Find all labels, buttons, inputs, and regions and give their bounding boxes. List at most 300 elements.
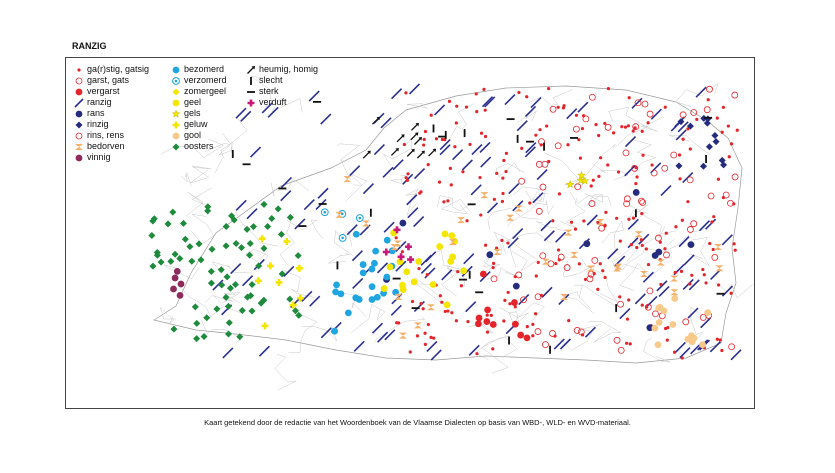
map-symbol-diamond xyxy=(706,143,713,150)
map-symbol-small-dot xyxy=(503,299,506,302)
map-symbol-small-dot xyxy=(680,270,683,273)
map-symbol-small-dot xyxy=(678,153,681,156)
map-symbol-hbar xyxy=(570,137,578,139)
map-symbol-vbar xyxy=(337,261,339,269)
map-symbol-open-circle xyxy=(723,192,729,198)
map-symbol-diamond xyxy=(244,226,251,233)
legend-label: geluw xyxy=(184,119,208,129)
map-symbol-small-dot xyxy=(664,106,667,109)
map-symbol-small-dot xyxy=(604,211,607,214)
map-symbol-diamond xyxy=(170,326,177,333)
map-symbol-small-dot xyxy=(558,192,561,195)
map-symbol-slash xyxy=(442,270,452,280)
map-symbol-plus xyxy=(407,256,414,263)
legend-symbol-plus-icon xyxy=(246,98,256,108)
map-symbol-bowtie xyxy=(362,221,370,227)
map-symbol-small-dot xyxy=(446,199,449,202)
legend-item-rans xyxy=(74,108,149,119)
map-symbol-small-dot xyxy=(438,180,441,183)
map-symbol-slash xyxy=(378,263,388,273)
map-symbol-plus xyxy=(405,243,412,250)
map-symbol-open-circle xyxy=(691,221,697,227)
map-symbol-small-dot xyxy=(562,106,565,109)
map-symbol-small-dot xyxy=(449,167,452,170)
legend-item-vergarst xyxy=(74,86,149,97)
map-symbol-small-dot xyxy=(597,175,600,178)
map-symbol-small-dot xyxy=(486,330,489,333)
map-symbol-small-dot xyxy=(534,312,537,315)
map-symbol-small-dot xyxy=(681,356,684,359)
map-symbol-big-dot xyxy=(486,251,493,258)
map-symbol-open-circle xyxy=(542,161,548,167)
map-symbol-target xyxy=(339,235,346,242)
map-symbol-small-dot xyxy=(733,242,736,245)
map-symbol-open-circle xyxy=(574,327,580,333)
map-symbol-small-dot xyxy=(448,100,451,103)
map-symbol-small-dot xyxy=(424,130,427,133)
map-symbol-slash xyxy=(223,348,233,358)
map-symbol-open-circle xyxy=(535,329,541,335)
map-symbol-diamond xyxy=(711,132,718,139)
map-symbol-small-dot xyxy=(663,247,666,250)
map-symbol-diamond xyxy=(287,214,294,221)
map-symbol-small-dot xyxy=(727,124,730,127)
map-symbol-small-dot xyxy=(624,126,627,129)
map-symbol-slash xyxy=(680,348,690,358)
map-symbol-arrow xyxy=(391,148,399,156)
map-symbol-small-dot xyxy=(581,127,584,130)
map-symbol-small-dot xyxy=(531,334,534,337)
map-symbol-diamond xyxy=(198,256,205,263)
legend-label: oosters xyxy=(184,141,214,151)
map-symbol-big-dot xyxy=(688,332,695,339)
map-symbol-small-dot xyxy=(590,184,593,187)
map-symbol-small-dot xyxy=(492,262,495,265)
map-symbol-bowtie xyxy=(480,192,488,198)
map-symbol-slash xyxy=(440,145,450,155)
map-symbol-small-dot xyxy=(634,182,637,185)
map-symbol-slash xyxy=(661,186,671,196)
map-symbol-small-dot xyxy=(423,332,426,335)
map-symbol-open-circle xyxy=(732,92,738,98)
map-symbol-big-dot xyxy=(490,321,497,328)
map-symbol-open-circle xyxy=(535,294,541,300)
map-symbol-slash xyxy=(391,305,401,315)
legend-item-gels xyxy=(171,108,227,119)
map-symbol-small-dot xyxy=(682,138,685,141)
map-symbol-open-circle xyxy=(707,86,713,92)
map-symbol-small-dot xyxy=(475,110,478,113)
map-symbol-small-dot xyxy=(708,242,711,245)
map-symbol-slash xyxy=(722,235,732,245)
map-symbol-open-circle xyxy=(647,288,653,294)
map-symbol-big-dot xyxy=(671,295,678,302)
legend-item-geel xyxy=(171,97,227,108)
map-symbol-small-dot xyxy=(495,172,498,175)
map-symbol-small-dot xyxy=(678,177,681,180)
map-symbol-small-dot xyxy=(440,301,443,304)
map-symbol-plus xyxy=(275,279,282,286)
legend-label: bedorven xyxy=(87,141,125,151)
map-symbol-open-circle xyxy=(642,101,648,107)
map-symbol-slash xyxy=(295,219,305,229)
map-symbol-small-dot xyxy=(578,262,581,265)
legend-label: verzomerd xyxy=(184,75,227,85)
map-symbol-slash xyxy=(431,350,441,360)
map-symbol-small-dot xyxy=(627,124,630,127)
map-symbol-big-dot xyxy=(633,189,640,196)
map-symbol-diamond xyxy=(204,207,211,214)
map-symbol-vbar xyxy=(549,346,551,354)
map-symbol-slash xyxy=(626,137,636,147)
map-symbol-big-dot xyxy=(448,232,455,239)
map-symbol-big-dot xyxy=(178,281,185,288)
map-symbol-arrow xyxy=(411,123,419,131)
map-symbol-bowtie xyxy=(657,259,665,265)
map-symbol-small-dot xyxy=(461,170,464,173)
map-symbol-small-dot xyxy=(551,219,554,222)
map-symbol-hbar xyxy=(393,278,401,280)
map-symbol-small-dot xyxy=(720,349,723,352)
map-symbol-small-dot xyxy=(450,311,453,314)
map-symbol-big-dot xyxy=(655,305,662,312)
legend-label: garst, gats xyxy=(87,75,130,85)
map-symbol-open-circle xyxy=(548,261,554,267)
legend-item-vinnig xyxy=(74,152,149,163)
map-symbol-slash xyxy=(620,309,630,319)
map-symbol-open-circle xyxy=(583,116,589,122)
legend-item-zomergeel xyxy=(171,86,227,97)
map-symbol-slash xyxy=(587,215,597,225)
map-symbol-small-dot xyxy=(446,309,449,312)
map-symbol-bowtie xyxy=(506,215,514,221)
map-symbol-diamond xyxy=(295,252,302,259)
map-symbol-small-dot xyxy=(427,323,430,326)
legend-symbol-diamond-icon xyxy=(171,87,181,97)
map-symbol-small-dot xyxy=(612,131,615,134)
map-symbol-small-dot xyxy=(484,135,487,138)
map-symbol-diamond xyxy=(246,252,253,259)
map-symbol-small-dot xyxy=(627,218,630,221)
map-symbol-diamond xyxy=(260,245,267,252)
map-symbol-open-circle xyxy=(542,342,548,348)
map-symbol-small-dot xyxy=(717,178,720,181)
legend-symbol-open-circle-icon xyxy=(74,131,84,141)
map-symbol-small-dot xyxy=(617,170,620,173)
legend-item-verzomerd xyxy=(171,75,227,86)
map-symbol-diamond xyxy=(239,307,246,314)
map-symbol-open-circle xyxy=(605,124,611,130)
map-symbol-small-dot xyxy=(442,200,445,203)
map-symbol-diamond xyxy=(158,259,165,266)
map-symbol-bowtie xyxy=(714,244,722,250)
legend-label: ranzig xyxy=(87,97,112,107)
map-symbol-small-dot xyxy=(640,212,643,215)
map-symbol-small-dot xyxy=(424,343,427,346)
map-symbol-plus xyxy=(283,238,290,245)
map-symbol-slash xyxy=(526,106,536,116)
map-symbol-small-dot xyxy=(645,247,648,250)
map-symbol-small-dot xyxy=(453,145,456,148)
map-symbol-small-dot xyxy=(465,219,468,222)
map-symbol-small-dot xyxy=(625,342,628,345)
map-symbol-hbar xyxy=(526,141,534,143)
map-symbol-vbar xyxy=(705,155,707,163)
legend-item-heumig-homig xyxy=(246,64,318,75)
map-symbol-bowtie xyxy=(394,294,402,300)
map-symbol-small-dot xyxy=(422,143,425,146)
map-symbol-slash xyxy=(578,102,588,112)
map-symbol-small-dot xyxy=(426,273,429,276)
map-symbol-slash xyxy=(567,109,577,119)
map-symbol-small-dot xyxy=(466,320,469,323)
map-symbol-diamond xyxy=(186,243,193,250)
map-symbol-big-dot xyxy=(369,283,376,290)
map-symbol-hbar xyxy=(475,291,483,293)
legend-item-gool xyxy=(171,130,227,141)
map-symbol-open-circle xyxy=(564,265,570,271)
legend-symbol-big-dot-icon xyxy=(171,65,181,75)
map-symbol-small-dot xyxy=(479,213,482,216)
map-symbol-small-dot xyxy=(405,176,408,179)
map-symbol-diamond xyxy=(218,266,225,273)
map-symbol-vbar xyxy=(517,135,519,143)
legend-symbol-small-dot-icon xyxy=(74,65,84,75)
map-symbol-big-dot xyxy=(476,315,483,322)
map-symbol-small-dot xyxy=(664,327,667,330)
map-symbol-small-dot xyxy=(626,317,629,320)
map-symbol-small-dot xyxy=(502,159,505,162)
map-symbol-big-dot xyxy=(430,281,437,288)
map-symbol-open-circle xyxy=(651,170,657,176)
map-symbol-diamond xyxy=(232,281,239,288)
map-symbol-open-circle xyxy=(683,319,689,325)
map-symbol-slash xyxy=(505,95,515,105)
legend-label: rans xyxy=(87,108,105,118)
map-symbol-big-dot xyxy=(583,240,590,247)
map-symbol-small-dot xyxy=(603,122,606,125)
map-symbol-slash xyxy=(462,160,472,170)
map-symbol-diamond xyxy=(182,236,189,243)
map-symbol-small-dot xyxy=(730,292,733,295)
map-symbol-big-dot xyxy=(360,261,367,268)
map-symbol-small-dot xyxy=(547,87,550,90)
legend-label: vinnig xyxy=(87,152,111,162)
map-symbol-slash xyxy=(354,341,364,351)
map-symbol-small-dot xyxy=(468,143,471,146)
map-caption: Kaart getekend door de redactie van het Woordenboek van de Vlaamse Dialecten op basis van WBD-, WLD- en WVD-materiaal. xyxy=(204,418,631,427)
map-symbol-small-dot xyxy=(607,87,610,90)
map-symbol-big-dot xyxy=(384,237,391,244)
map-symbol-big-dot xyxy=(442,231,449,238)
map-symbol-small-dot xyxy=(688,282,691,285)
legend-item-geluw xyxy=(171,119,227,130)
map-symbol-small-dot xyxy=(535,274,538,277)
map-symbol-big-dot xyxy=(381,285,388,292)
map-symbol-big-dot xyxy=(513,283,520,290)
legend-symbol-plus-icon xyxy=(171,120,181,130)
map-symbol-small-dot xyxy=(490,314,493,317)
map-symbol-big-dot xyxy=(444,301,451,308)
map-symbol-small-dot xyxy=(432,337,435,340)
map-symbol-small-dot xyxy=(484,244,487,247)
map-symbol-small-dot xyxy=(441,138,444,141)
map-symbol-small-dot xyxy=(465,105,468,108)
map-symbol-small-dot xyxy=(455,121,458,124)
map-symbol-small-dot xyxy=(635,175,638,178)
legend-label: vergarst xyxy=(87,86,120,96)
map-symbol-small-dot xyxy=(627,298,630,301)
map-symbol-big-dot xyxy=(656,319,663,326)
map-symbol-vbar xyxy=(543,143,545,151)
map-symbol-small-dot xyxy=(409,350,412,353)
map-symbol-slash xyxy=(304,200,314,210)
legend-label: heumig, homig xyxy=(259,64,319,74)
map-symbol-slash xyxy=(466,302,476,312)
map-symbol-small-dot xyxy=(430,114,433,117)
map-symbol-slash xyxy=(247,209,257,219)
map-symbol-small-dot xyxy=(444,310,447,313)
map-symbol-small-dot xyxy=(567,319,570,322)
map-symbol-open-circle xyxy=(555,143,561,149)
map-symbol-open-circle xyxy=(687,226,693,232)
map-symbol-big-dot xyxy=(333,281,340,288)
map-symbol-small-dot xyxy=(406,172,409,175)
map-symbol-small-dot xyxy=(570,221,573,224)
map-symbol-vbar xyxy=(615,304,617,312)
map-symbol-small-dot xyxy=(520,147,523,150)
map-symbol-big-dot xyxy=(651,325,658,332)
map-symbol-hbar xyxy=(319,203,327,205)
legend-symbol-star-icon xyxy=(171,109,181,119)
map-symbol-big-dot xyxy=(484,306,491,313)
map-symbol-slash xyxy=(383,167,393,177)
map-symbol-small-dot xyxy=(574,227,577,230)
map-symbol-small-dot xyxy=(395,236,398,239)
map-symbol-small-dot xyxy=(575,114,578,117)
map-symbol-small-dot xyxy=(712,215,715,218)
map-symbol-diamond xyxy=(675,162,682,169)
map-symbol-small-dot xyxy=(582,219,585,222)
map-symbol-big-dot xyxy=(374,294,381,301)
map-symbol-small-dot xyxy=(640,238,643,241)
map-symbol-slash xyxy=(537,170,547,180)
map-symbol-hbar xyxy=(717,293,725,295)
map-symbol-open-circle xyxy=(652,311,658,317)
map-symbol-small-dot xyxy=(566,143,569,146)
map-symbol-small-dot xyxy=(537,261,540,264)
map-symbol-open-circle xyxy=(491,276,497,282)
map-symbol-big-dot xyxy=(483,318,490,325)
map-symbol-bowtie xyxy=(715,265,723,271)
map-symbol-bowtie xyxy=(399,333,407,339)
map-symbol-small-dot xyxy=(460,284,463,287)
map-symbol-big-dot xyxy=(704,309,711,316)
map-symbol-small-dot xyxy=(599,156,602,159)
map-symbol-small-dot xyxy=(666,338,669,341)
map-symbol-small-dot xyxy=(579,157,582,160)
map-symbol-small-dot xyxy=(703,273,706,276)
map-symbol-small-dot xyxy=(417,267,420,270)
map-symbol-slash xyxy=(608,249,618,259)
map-symbol-small-dot xyxy=(641,303,644,306)
map-symbol-slash xyxy=(259,346,269,356)
map-symbol-small-dot xyxy=(674,271,677,274)
map-symbol-slash xyxy=(487,203,497,213)
map-symbol-small-dot xyxy=(710,220,713,223)
map-symbol-small-dot xyxy=(557,248,560,251)
map-symbol-small-dot xyxy=(728,155,731,158)
map-symbol-small-dot xyxy=(707,98,710,101)
legend-item-oosters xyxy=(171,141,227,152)
map-symbol-diamond xyxy=(169,209,176,216)
map-symbol-plus xyxy=(267,262,274,269)
legend-symbol-big-dot-icon xyxy=(171,131,181,141)
legend-item-bedorven xyxy=(74,141,149,152)
map-symbol-small-dot xyxy=(635,246,638,249)
map-symbol-diamond xyxy=(213,306,220,313)
map-symbol-small-dot xyxy=(480,132,483,135)
map-symbol-diamond xyxy=(225,331,232,338)
map-symbol-vbar xyxy=(433,124,435,132)
map-symbol-small-dot xyxy=(606,163,609,166)
legend-symbol-target-icon xyxy=(171,76,181,86)
map-symbol-small-dot xyxy=(526,325,529,328)
map-symbol-slash xyxy=(414,217,424,227)
map-symbol-open-circle xyxy=(599,225,605,231)
map-symbol-open-circle xyxy=(536,161,542,167)
map-symbol-small-dot xyxy=(429,336,432,339)
map-symbol-slash xyxy=(643,272,653,282)
map-symbol-plus xyxy=(261,322,268,329)
map-symbol-small-dot xyxy=(403,143,406,146)
map-symbol-slash xyxy=(236,200,246,210)
map-symbol-open-circle xyxy=(662,165,668,171)
map-symbol-diamond xyxy=(176,255,183,262)
map-symbol-slash xyxy=(679,237,689,247)
map-symbol-slash xyxy=(352,251,362,261)
legend-item-rins-rens xyxy=(74,130,149,141)
map-symbol-big-dot xyxy=(524,334,531,341)
map-symbol-small-dot xyxy=(689,147,692,150)
map-symbol-small-dot xyxy=(722,106,725,109)
legend-item-ranzig xyxy=(74,97,149,108)
map-symbol-slash xyxy=(647,296,657,306)
map-symbol-small-dot xyxy=(455,319,458,322)
legend-symbol-open-circle-icon xyxy=(74,76,84,86)
map-symbol-big-dot xyxy=(460,267,467,274)
map-symbol-small-dot xyxy=(701,268,704,271)
map-symbol-vbar xyxy=(635,209,637,217)
map-symbol-small-dot xyxy=(620,125,623,128)
map-symbol-slash xyxy=(731,350,741,360)
map-symbol-bowtie xyxy=(640,271,648,277)
map-symbol-slash xyxy=(453,150,463,160)
map-symbol-small-dot xyxy=(618,295,621,298)
map-symbol-diamond xyxy=(193,320,200,327)
map-symbol-small-dot xyxy=(695,118,698,121)
map-symbol-arrow xyxy=(429,149,437,157)
legend-column-1 xyxy=(74,64,149,163)
map-symbol-open-circle xyxy=(618,347,624,353)
legend-symbol-big-dot-icon xyxy=(171,98,181,108)
map-symbol-small-dot xyxy=(404,91,407,94)
map-symbol-diamond xyxy=(713,138,720,145)
map-symbol-open-circle xyxy=(704,107,710,113)
map-symbol-slash xyxy=(684,255,694,265)
map-symbol-open-circle xyxy=(687,177,693,183)
map-symbol-small-dot xyxy=(456,270,459,273)
